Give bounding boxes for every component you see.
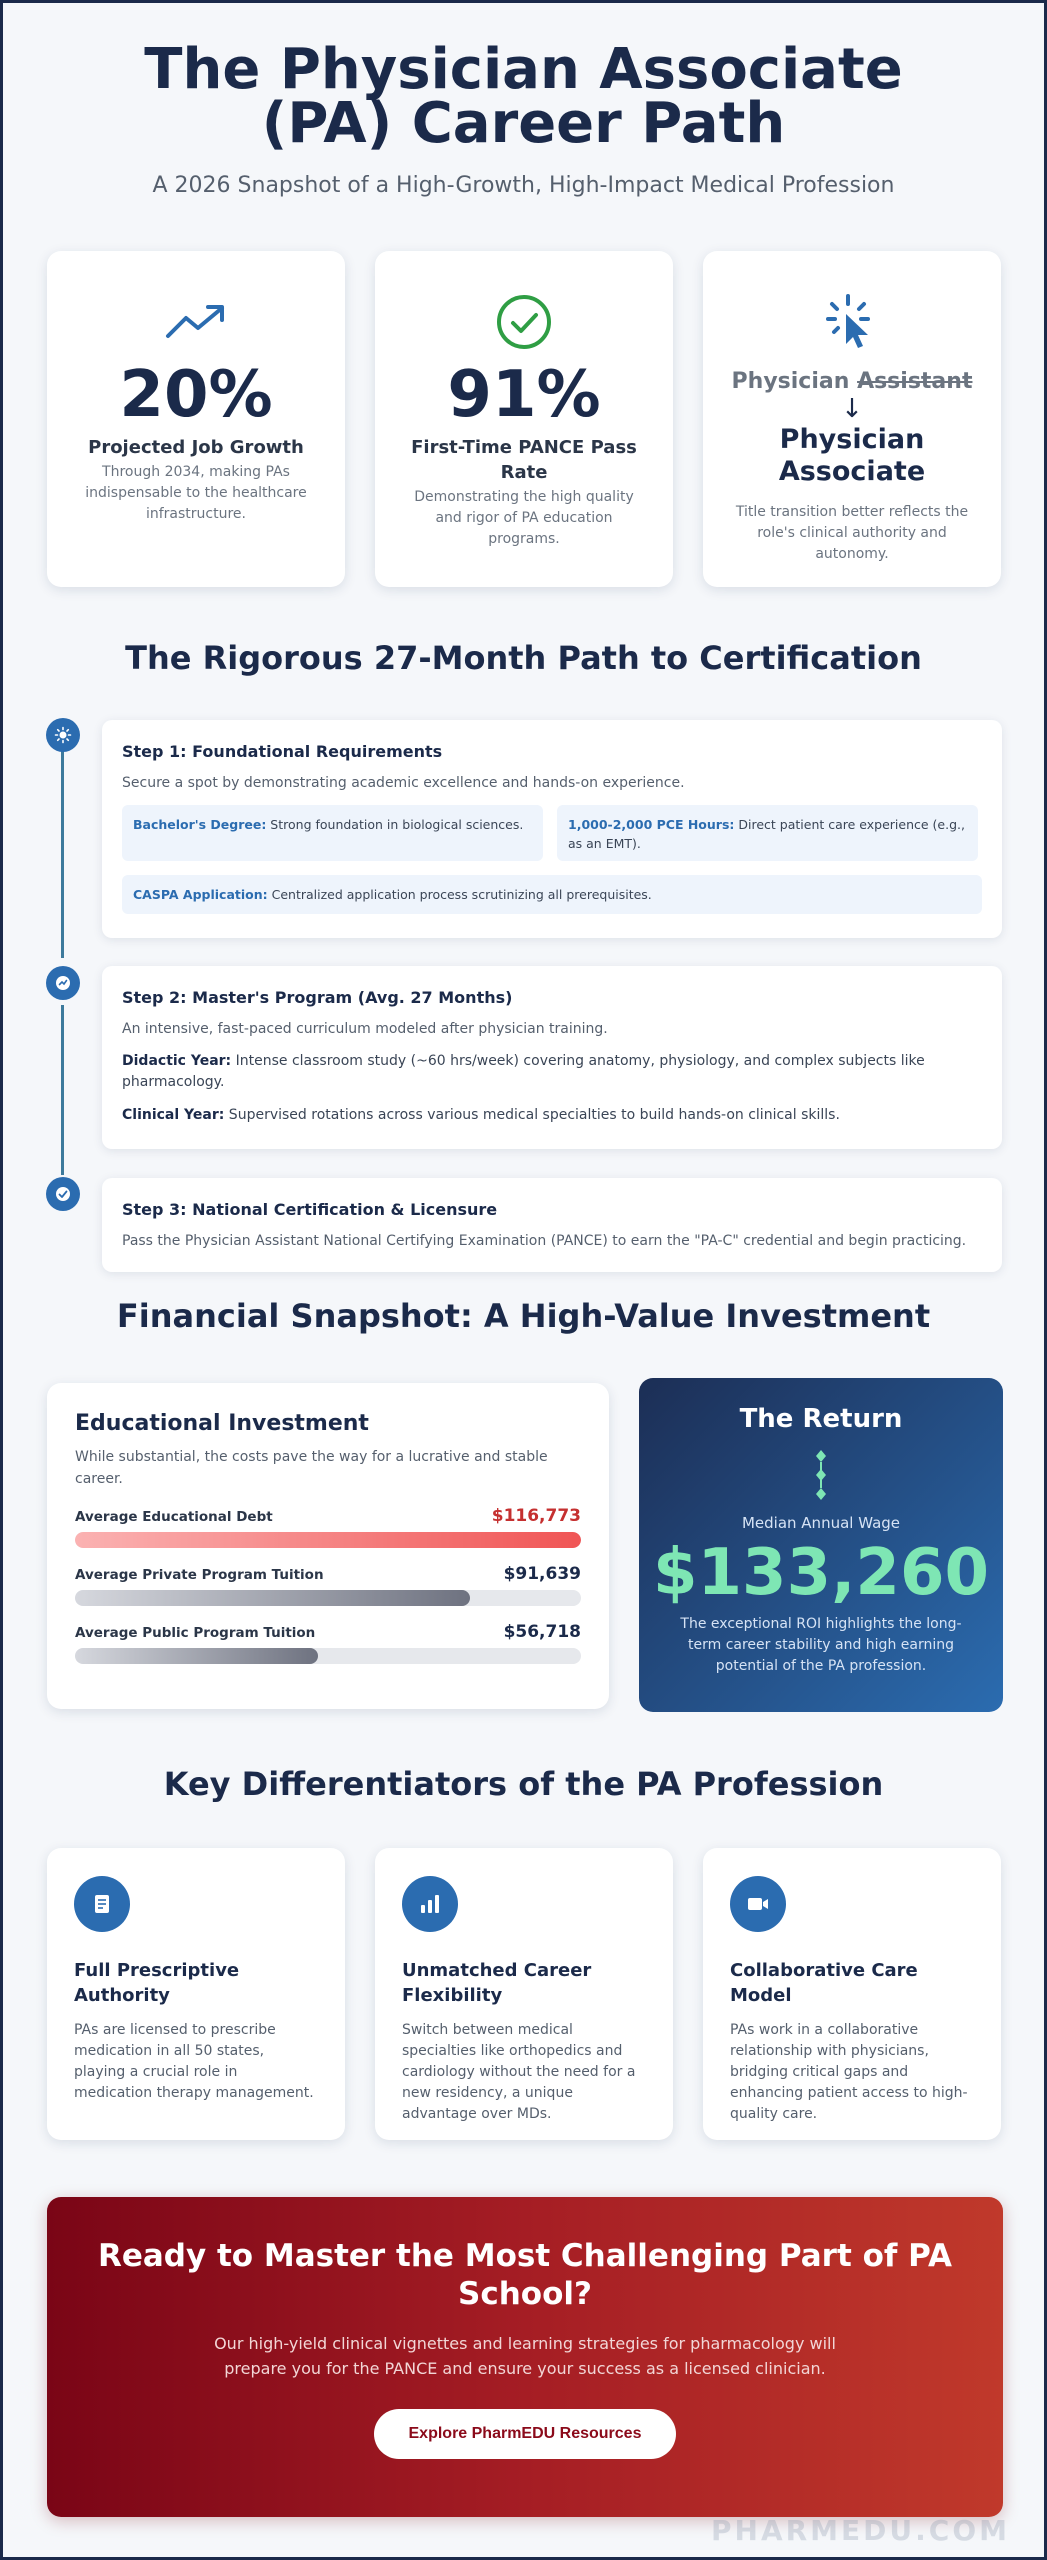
hero — [3, 3, 1044, 198]
requirement-bachelors — [122, 805, 543, 861]
watermark: PHARMEDU.COM — [710, 2514, 1010, 2547]
bar-track — [75, 1590, 581, 1606]
differentiators-section-title: Key Differentiators of the PA Profession — [163, 1765, 884, 1803]
differentiator-card-flexibility — [375, 1848, 673, 2140]
step-card-3 — [102, 1178, 1002, 1272]
requirement-text: Direct patient care experience (e.g., as an EMT). — [568, 817, 965, 851]
pointer-click-icon — [729, 291, 975, 353]
cta-title: Ready to Master the Most Challenging Part of PA School? — [97, 2238, 953, 2312]
bar-track — [75, 1648, 581, 1664]
trending-up-icon — [73, 291, 319, 353]
didactic-year — [122, 1051, 982, 1093]
bar-value: $116,773 — [491, 1506, 581, 1526]
requirement-text: Centralized application process scrutinizing all prerequisites. — [267, 887, 652, 902]
bar-fill — [75, 1648, 318, 1664]
debt-bar-row — [75, 1506, 581, 1548]
graduation-icon — [46, 966, 80, 1000]
new-title: Physician Associate — [778, 424, 926, 487]
stat-value: 20% — [119, 358, 273, 432]
stats-row — [47, 251, 1001, 587]
requirement-pce-hours — [557, 805, 978, 861]
requirement-text: Strong foundation in biological sciences. — [266, 817, 524, 832]
differentiator-title: Unmatched Career Flexibility — [402, 1960, 592, 2006]
public-tuition-bar-row — [75, 1622, 581, 1664]
video-camera-icon — [730, 1876, 786, 1932]
check-circle-icon — [401, 291, 647, 353]
requirements-grid — [122, 805, 982, 861]
path-section-title: The Rigorous 27-Month Path to Certification — [125, 639, 922, 677]
return-card — [639, 1378, 1003, 1712]
differentiator-title: Full Prescriptive Authority — [74, 1960, 240, 2006]
stat-value: 91% — [447, 358, 601, 432]
return-label: Median Annual Wage — [741, 1514, 901, 1532]
bar-fill — [75, 1532, 581, 1548]
step-title: Step 3: National Certification & Licensure — [122, 1200, 498, 1219]
requirement-label: Bachelor's Degree: — [133, 817, 267, 832]
investment-title: Educational Investment — [75, 1411, 369, 1436]
investment-card — [47, 1383, 609, 1709]
bar-label: Average Public Program Tuition — [75, 1625, 316, 1641]
stat-title: First-Time PANCE Pass Rate — [411, 437, 637, 483]
bar-value: $56,718 — [503, 1622, 581, 1642]
arrow-down-icon: ↓ — [841, 394, 863, 424]
stat-card-pass-rate — [375, 251, 673, 587]
stat-title: Projected Job Growth — [88, 437, 304, 458]
step-description: Secure a spot by demonstrating academic excellence and hands-on experience. — [122, 775, 685, 791]
stat-description: Through 2034, making PAs indispensable to the healthcare infrastructure. — [85, 464, 307, 522]
bar-label: Average Educational Debt — [75, 1509, 273, 1525]
step-title: Step 2: Master's Program (Avg. 27 Months) — [122, 988, 513, 1007]
requirement-label: CASPA Application: — [133, 887, 268, 902]
timeline-connector — [61, 1005, 64, 1175]
explore-resources-button[interactable]: Explore PharmEDU Resources — [374, 2409, 677, 2459]
old-title-word: Physician — [731, 369, 850, 394]
private-tuition-bar-row — [75, 1564, 581, 1606]
clinical-label: Clinical Year: — [122, 1107, 225, 1123]
stat-description: Title transition better reflects the role's clinical authority and autonomy. — [735, 504, 969, 562]
differentiator-card-collaborative — [703, 1848, 1001, 2140]
bar-chart-icon — [402, 1876, 458, 1932]
timeline-connector — [61, 738, 64, 958]
stat-card-job-growth — [47, 251, 345, 587]
stat-card-title-change — [703, 251, 1001, 587]
differentiator-description: PAs are licensed to prescribe medication in all 50 states, playing a crucial role in medication therapy management. — [74, 2022, 314, 2101]
differentiator-description: Switch between medical specialties like orthopedics and cardiology without the need for a new residency, a unique advantage over MDs. — [402, 2022, 636, 2122]
page-subtitle: A 2026 Snapshot of a High-Growth, High-Impact Medical Profession — [152, 173, 895, 198]
step-title: Step 1: Foundational Requirements — [122, 742, 443, 761]
differentiator-description: PAs work in a collaborative relationship with physicians, bridging critical gaps and enhancing patient access to high-quality care. — [730, 2022, 968, 2122]
cta-text: Our high-yield clinical vignettes and learning strategies for pharmacology will prepare you for the PANCE and ensure your success as a licensed clinician. — [214, 2334, 836, 2378]
step-description: An intensive, fast-paced curriculum modeled after physician training. — [122, 1021, 608, 1037]
differentiator-card-prescriptive — [47, 1848, 345, 2140]
stat-description: Demonstrating the high quality and rigor of PA education programs. — [414, 489, 634, 547]
clinical-text: Supervised rotations across various medical specialties to build hands-on clinical skills. — [224, 1107, 840, 1123]
didactic-label: Didactic Year: — [122, 1053, 232, 1069]
bar-label: Average Private Program Tuition — [75, 1567, 324, 1583]
prescription-document-icon — [74, 1876, 130, 1932]
certification-check-icon — [46, 1177, 80, 1211]
step-card-2 — [102, 966, 1002, 1149]
investment-description: While substantial, the costs pave the way for a lucrative and stable career. — [75, 1449, 548, 1487]
bar-fill — [75, 1590, 470, 1606]
median-wage-value: $133,260 — [652, 1536, 990, 1610]
requirement-caspa — [122, 875, 982, 914]
step-description: Pass the Physician Assistant National Certifying Examination (PANCE) to earn the "PA-C" credential and begin practicing. — [122, 1233, 967, 1249]
dna-icon — [639, 1448, 1003, 1504]
finance-section-title: Financial Snapshot: A High-Value Investment — [116, 1297, 931, 1335]
bar-value: $91,639 — [503, 1564, 581, 1584]
lightbulb-icon — [46, 718, 80, 752]
step-card-1 — [102, 720, 1002, 938]
struck-word: Assistant — [857, 369, 973, 394]
differentiator-title: Collaborative Care Model — [730, 1960, 918, 2006]
didactic-text: Intense classroom study (~60 hrs/week) covering anatomy, physiology, and complex subjects like pharmacology. — [122, 1053, 925, 1090]
old-title — [729, 369, 975, 394]
requirement-label: 1,000-2,000 PCE Hours: — [568, 817, 735, 832]
return-title: The Return — [739, 1404, 903, 1434]
clinical-year — [122, 1105, 982, 1126]
differentiators-row — [47, 1848, 1001, 2140]
page-title: The Physician Associate (PA) Career Path — [144, 37, 903, 156]
bar-track — [75, 1532, 581, 1548]
cta-banner — [47, 2197, 1003, 2517]
return-description: The exceptional ROI highlights the long-term career stability and high earning potential of the PA profession. — [680, 1616, 962, 1674]
